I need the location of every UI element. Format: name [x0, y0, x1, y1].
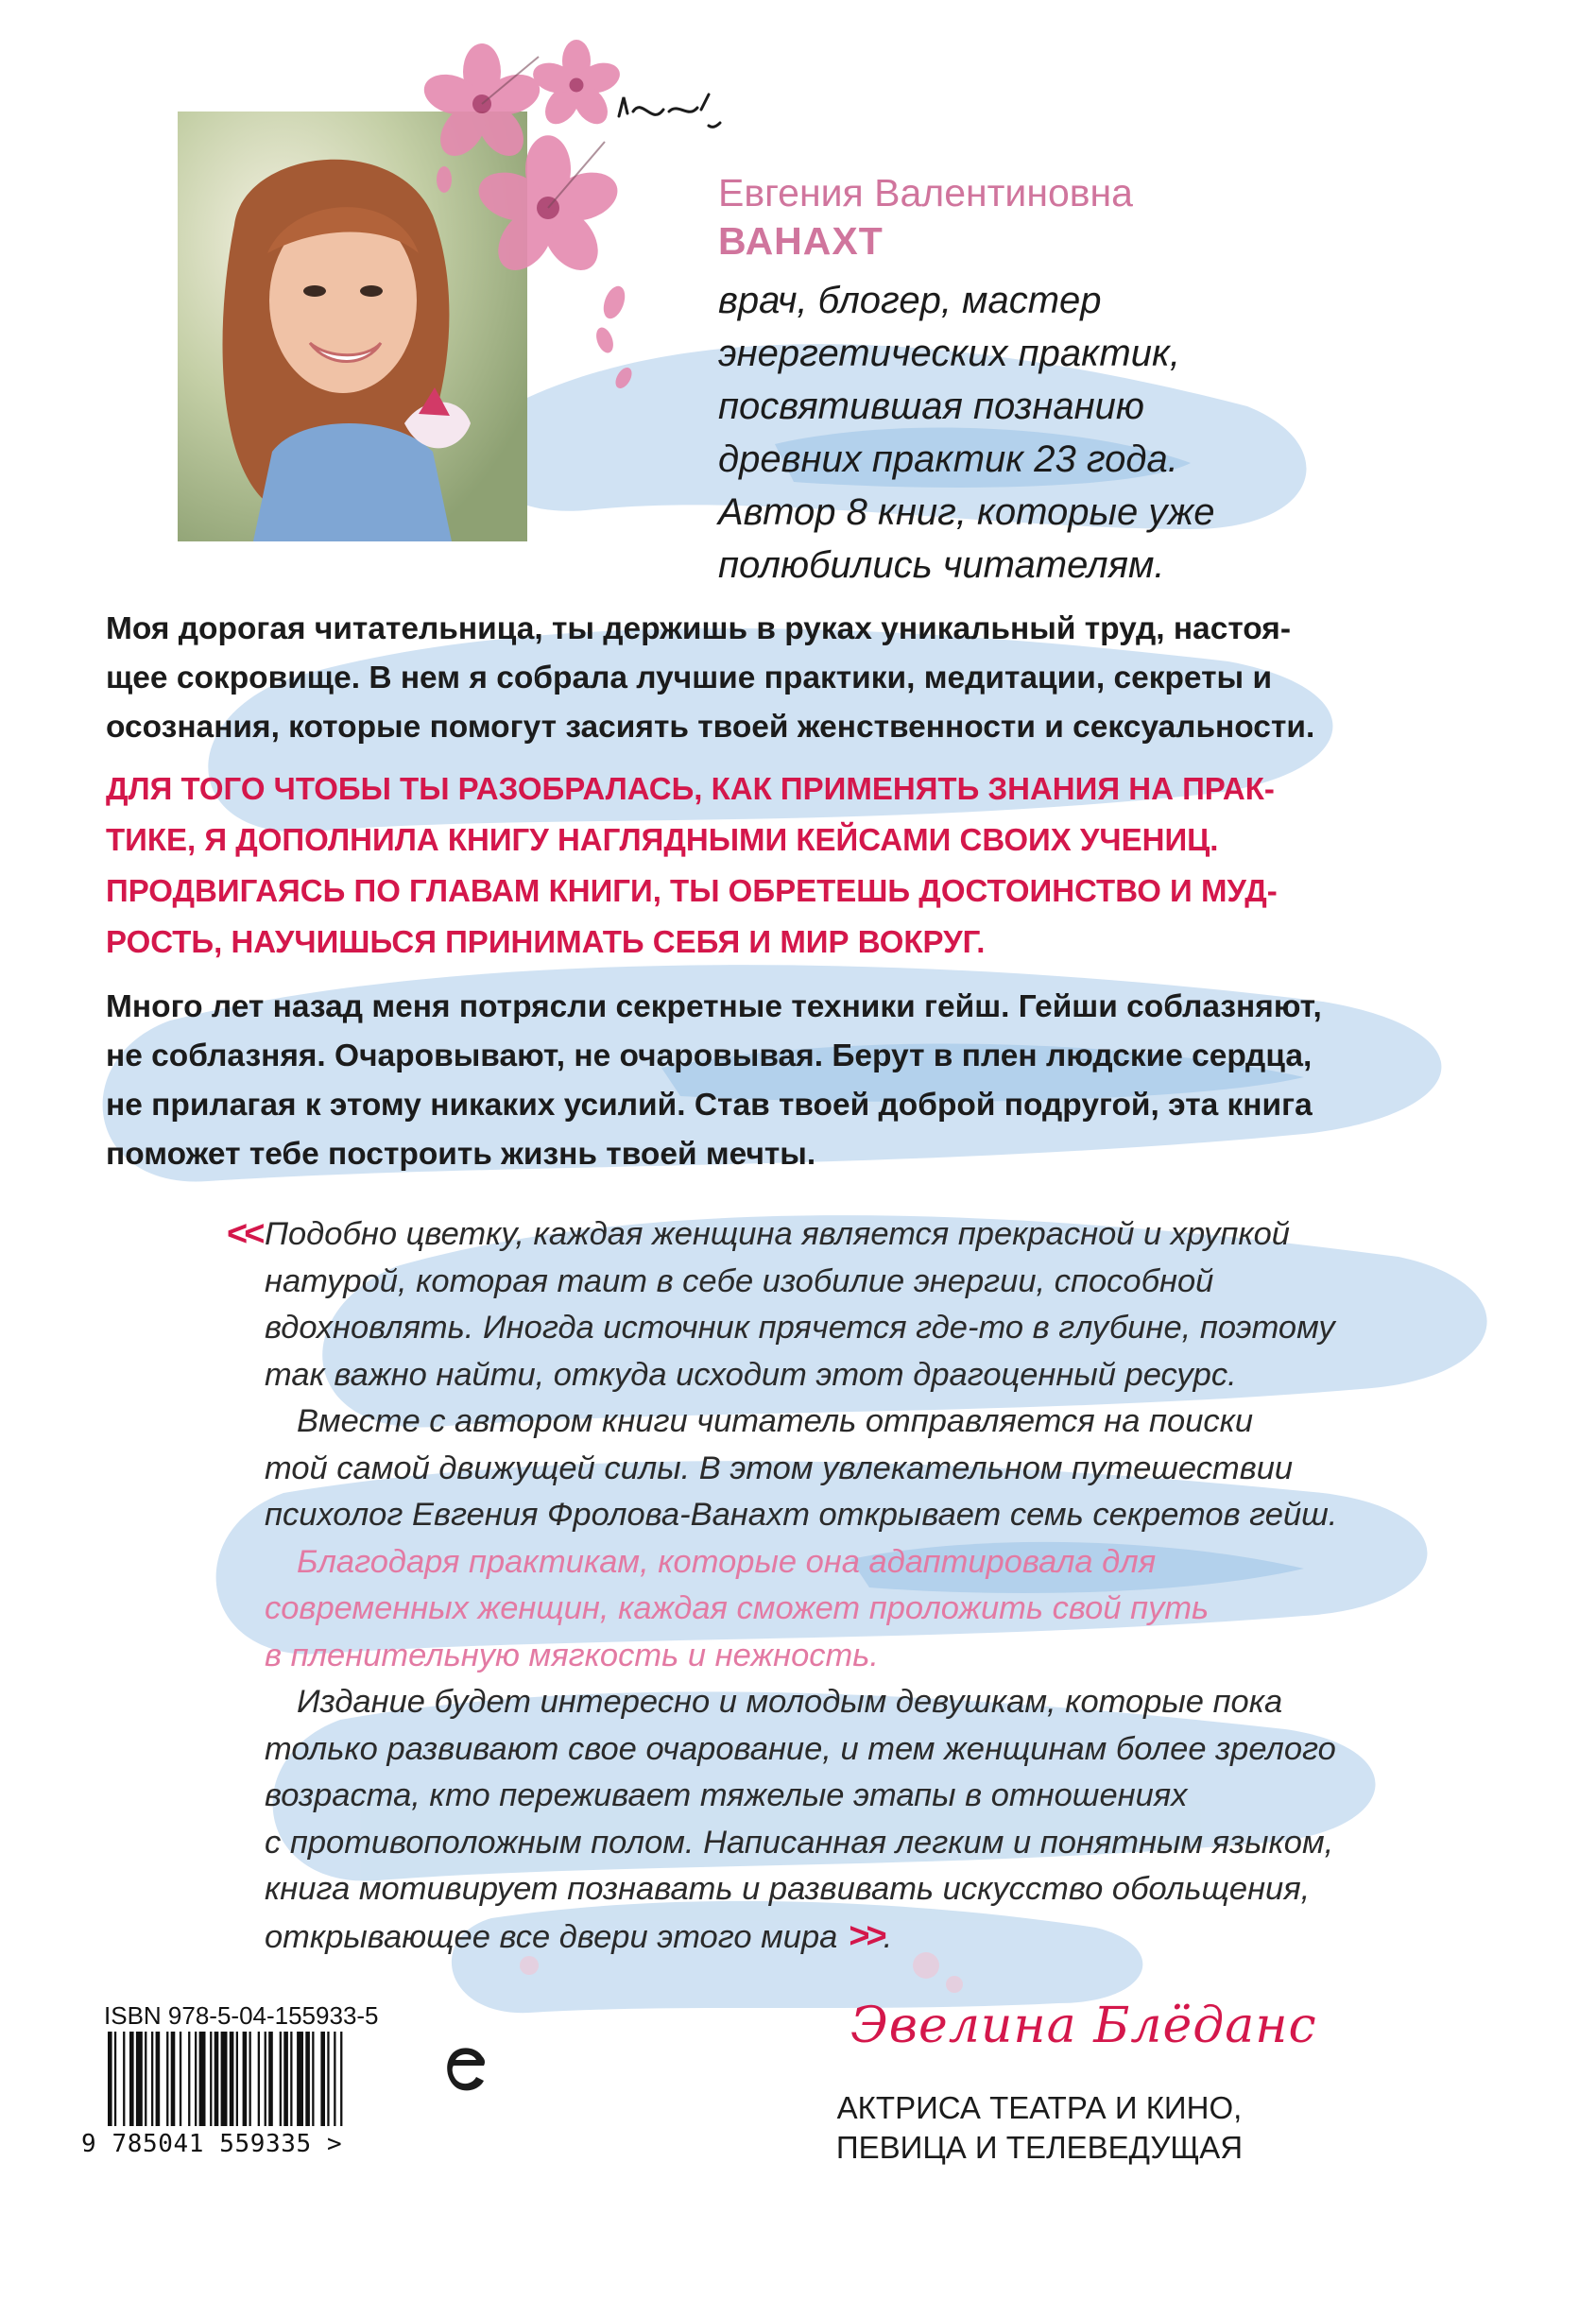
- barcode-bar: [305, 2032, 310, 2126]
- author-bio-line: энергетических практик,: [718, 333, 1180, 374]
- quote-line: [265, 1913, 1550, 1962]
- author-first-name: Евгения Валентиновна: [718, 171, 1133, 214]
- author-bio-line: полюбились читателям.: [718, 544, 1165, 586]
- quote-line-text: Издание будет интересно и молодым девушкам, которые пока: [297, 1684, 1283, 1720]
- quote-line-text: Благодаря практикам, которые она адаптировала для: [297, 1543, 1157, 1580]
- barcode-bar: [108, 2032, 112, 2126]
- quote-line-text: открывающее все двери этого мира: [265, 1918, 838, 1955]
- quote-line: [265, 1820, 1550, 1867]
- author-bio-line: врач, блогер, мастер: [718, 280, 1102, 321]
- quote-line-text: натурой, которая таит в себе изобилие энергии, способной: [265, 1262, 1214, 1299]
- ink-scribble-decoration: [614, 83, 728, 149]
- geisha-paragraph: [106, 983, 1485, 1179]
- isbn-label: ISBN 978-5-04-155933-5: [104, 2001, 379, 2030]
- barcode-bar: [156, 2032, 161, 2126]
- barcode-bar: [258, 2032, 260, 2126]
- barcode-bar: [230, 2032, 234, 2126]
- review-quote: [227, 1211, 1550, 1961]
- paragraph-line: не соблазняя. Очаровывают, не очаровывая. Берут в плен людские сердца,: [106, 1038, 1313, 1073]
- quote-line-text: в пленительную мягкость и нежность.: [265, 1637, 880, 1673]
- quote-line-text: Вместе с автором книги читатель отправляется на поиски: [297, 1403, 1254, 1439]
- quote-line: [265, 1773, 1550, 1820]
- quote-line: [265, 1259, 1550, 1306]
- paragraph-line: Моя дорогая читательница, ты держишь в руках уникальный труд, настоя-: [106, 611, 1292, 646]
- barcode-bar: [243, 2032, 248, 2126]
- quote-line: [265, 1726, 1550, 1774]
- barcode-bar: [320, 2032, 325, 2126]
- quote-line-text: только развивают свое очарование, и тем женщинам более зрелого: [265, 1730, 1336, 1767]
- reviewer-role-line: ПЕВИЦА И ТЕЛЕВЕДУЩАЯ: [835, 2130, 1244, 2165]
- quote-line: [265, 1352, 1550, 1399]
- quote-line-text: так важно найти, откуда исходит этот драгоценный ресурс.: [265, 1356, 1237, 1393]
- barcode-bar: [123, 2032, 125, 2126]
- barcode-bar: [215, 2032, 219, 2126]
- quote-line: [265, 1633, 1550, 1680]
- paragraph-line: щее сокровище. В нем я собрала лучшие практики, медитации, секреты и: [106, 661, 1273, 695]
- paragraph-line: поможет тебе построить жизнь твоей мечты.: [106, 1137, 816, 1172]
- author-info: [718, 170, 1531, 592]
- reviewer-role-line: АКТРИСА ТЕАТРА И КИНО,: [836, 2090, 1243, 2125]
- barcode-bar: [166, 2032, 168, 2126]
- quote-line: [265, 1586, 1550, 1633]
- quote-line-text: современных женщин, каждая сможет проложить свой путь: [265, 1590, 1210, 1626]
- barcode-bar: [114, 2032, 116, 2126]
- quote-line: [265, 1492, 1550, 1539]
- barcode-bar: [334, 2032, 335, 2126]
- barcode-bar: [327, 2032, 329, 2126]
- paragraph-line: не прилагая к этому никаких усилий. Став твоей доброй подругой, эта книга: [106, 1088, 1313, 1123]
- paragraph-line: РОСТЬ, НАУЧИШЬСЯ ПРИНИМАТЬ СЕБЯ И МИР ВОКРУГ.: [106, 924, 986, 959]
- paragraph-line: Много лет назад меня потрясли секретные техники гейш. Гейши соблазняют,: [106, 989, 1322, 1024]
- cherry-blossom-decoration: [387, 19, 765, 435]
- barcode-bar: [290, 2032, 292, 2126]
- barcode-bar: [221, 2032, 228, 2126]
- isbn-barcode: [106, 2032, 431, 2126]
- barcode-bar: [180, 2032, 181, 2126]
- quote-line: [265, 1305, 1550, 1352]
- paragraph-line: осознания, которые помогут засиять твоей женственности и сексуальности.: [106, 710, 1315, 745]
- paragraph-line: ТИКЕ, Я ДОПОЛНИЛА КНИГУ НАГЛЯДНЫМИ КЕЙСАМИ СВОИХ УЧЕНИЦ.: [106, 822, 1219, 857]
- signature-text: Эвелина Блёданс: [850, 1998, 1317, 2054]
- highlight-paragraph: [106, 763, 1485, 968]
- barcode-bar: [188, 2032, 190, 2126]
- author-bio-line: древних практик 23 года.: [718, 438, 1178, 480]
- barcode-bar: [265, 2032, 266, 2126]
- author-bio: [718, 274, 1531, 592]
- quote-line-text: книга мотивирует познавать и развивать искусство обольщения,: [265, 1871, 1311, 1907]
- isbn-digits: 9 785041 559335 >: [81, 2130, 343, 2158]
- barcode-bar: [145, 2032, 146, 2126]
- quote-line: [265, 1398, 1550, 1446]
- barcode-bar: [199, 2032, 206, 2126]
- quote-line-text: психолог Евгения Фролова-Ванахт открывает семь секретов гейш.: [265, 1497, 1338, 1533]
- barcode-bar: [340, 2032, 342, 2126]
- publisher-logo-icon: [442, 2041, 489, 2096]
- barcode-bar: [236, 2032, 238, 2126]
- author-surname: ВАНАХТ: [718, 219, 884, 263]
- quote-line: [265, 1539, 1550, 1587]
- reviewer-role: [813, 2088, 1266, 2168]
- barcode-bar: [171, 2032, 176, 2126]
- quote-line: [265, 1211, 1550, 1259]
- quote-line: [265, 1679, 1550, 1726]
- quote-open-mark: <<: [227, 1214, 262, 1254]
- barcode-bar: [210, 2032, 212, 2126]
- quote-line-text: той самой движущей силы. В этом увлекательном путешествии: [265, 1450, 1294, 1486]
- barcode-bar: [129, 2032, 134, 2126]
- barcode-bar: [312, 2032, 314, 2126]
- quote-line-text: возраста, кто переживает тяжелые этапы в отношениях: [265, 1777, 1188, 1813]
- paragraph-line: ПРОДВИГАЯСЬ ПО ГЛАВАМ КНИГИ, ТЫ ОБРЕТЕШЬ ДОСТОИНСТВО И МУД-: [106, 873, 1278, 908]
- quote-line-text: с противоположным полом. Написанная легким и понятным языком,: [265, 1824, 1334, 1861]
- quote-line-text: вдохновлять. Иногда источник прячется где-то в глубине, поэтому: [265, 1310, 1335, 1346]
- quote-close-mark: >>: [849, 1915, 884, 1956]
- barcode-bar: [268, 2032, 273, 2126]
- barcode-bar: [280, 2032, 282, 2126]
- reviewer-signature: [832, 1988, 1317, 2092]
- author-bio-line: посвятившая познанию: [718, 386, 1144, 427]
- barcode-bar: [297, 2032, 303, 2126]
- barcode-bar: [136, 2032, 143, 2126]
- quote-end-punct: .: [883, 1918, 893, 1955]
- quote-line: [265, 1866, 1550, 1913]
- barcode-bar: [283, 2032, 288, 2126]
- barcode-bar: [195, 2032, 197, 2126]
- barcode-bar: [151, 2032, 153, 2126]
- paragraph-line: ДЛЯ ТОГО ЧТОБЫ ТЫ РАЗОБРАЛАСЬ, КАК ПРИМЕНЯТЬ ЗНАНИЯ НА ПРАК-: [106, 771, 1275, 806]
- intro-paragraph: [106, 605, 1485, 752]
- quote-line-text: Подобно цветку, каждая женщина является прекрасной и хрупкой: [265, 1216, 1290, 1252]
- quote-line: [265, 1446, 1550, 1493]
- barcode-bar: [249, 2032, 251, 2126]
- author-bio-line: Автор 8 книг, которые уже: [718, 491, 1215, 533]
